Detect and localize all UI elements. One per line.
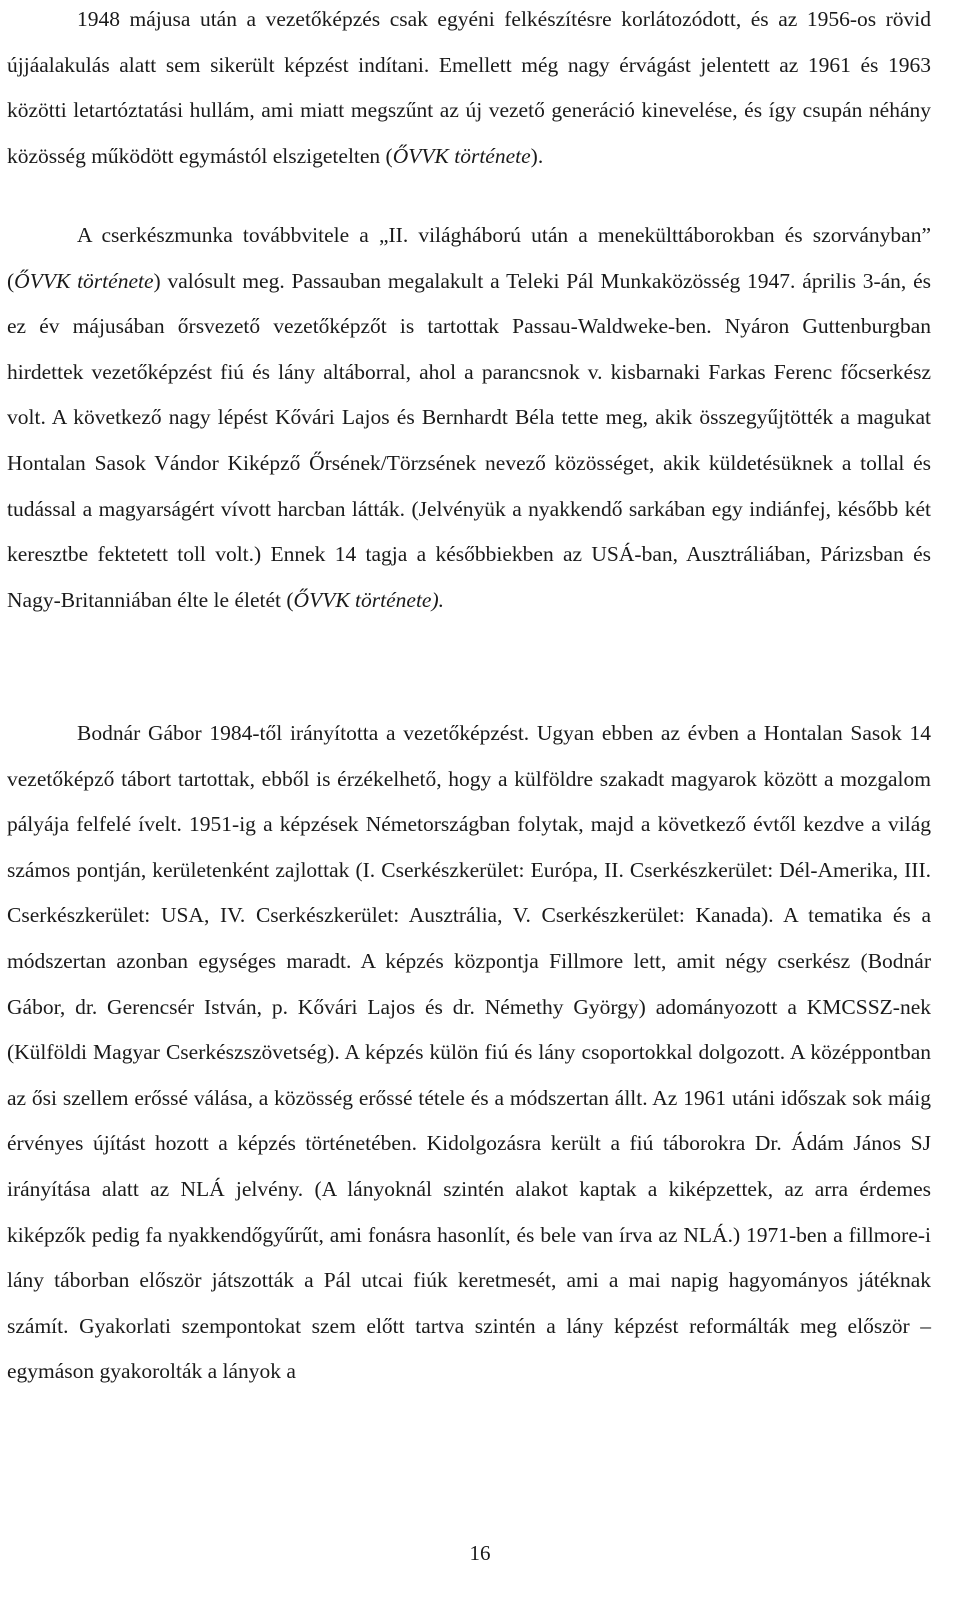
- paragraph-text: A cserkészmunka továbbvitele a „II. világháború után a menekülttáborokban és szorványban” (: [7, 223, 931, 293]
- paragraph-text: 1948 májusa után a vezetőképzés csak egyéni felkészítésre korlátozódott, és az 1956-os rövid újjáalakulás alatt sem sikerült képzést indítani. Emellett még nagy érvágást jelentett az 1961 és 1963 közötti letartóztatási hullám, ami miatt megszűnt az új vezető generáció kinevelése, és így csupán néhány közösség működött egymástól elszigetelten (: [7, 7, 931, 168]
- paragraph-text: ) valósult meg. Passauban megalakult a Teleki Pál Munkaközösség 1947. április 3-án, és ez év májusában őrsvezető vezetőképzőt is tartottak Passau-Waldweke-ben. Nyáron Guttenburgban hirdettek vezetőképzést fiú és lány altáborral, ahol a parancsnok v. kisbarnaki Farkas Ferenc főcserkész volt. A következő nagy lépést Kővári Lajos és Bernhardt Béla tette meg, akik összegyűjtötték a magukat Hontalan Sasok Vándor Kiképző Őrsének/Törzsének nevező közösséget, akik küldetésüknek a tollal és tudással a magyarságért vívott harcban látták. (Jelvényük a nyakkendő sarkában egy indiánfej, később két keresztbe fektetett toll volt.) Ennek 14 tagja a későbbiekben az USÁ-ban, Ausztráliában, Párizsban és Nagy-Britanniában élte le életét (: [7, 268, 931, 612]
- paragraph-3: [7, 711, 931, 1395]
- citation-text: ŐVVK története: [392, 143, 531, 168]
- paragraph-text: Bodnár Gábor 1984-től irányította a vezetőképzést. Ugyan ebben az évben a Hontalan Sasok 14 vezetőképző tábort tartottak, ebből is érzékelhető, hogy a külföldre szakadt magyarok között a mozgalom pályája felfelé ívelt. 1951-ig a képzések Németországban folytak, majd a következő évtől kezdve a világ számos pontján, kerületenként zajlottak (I. Cserkészkerület: Európa, II. Cserkészkerület: Dél-Amerika, III. Cserkészkerület: USA, IV. Cserkészkerület: Ausztrália, V. Cserkészkerület: Kanada). A tematika és a módszertan azonban egységes maradt. A képzés központja Fillmore lett, amit négy cserkész (Bodnár Gábor, dr. Gerencsér István, p. Kővári Lajos és dr. Némethy György) adományozott a KMCSSZ-nek (Külföldi Magyar Cserkészszövetség). A képzés külön fiú és lány csoportokkal dolgozott. A középpontban az ősi szellem erőssé válása, a közösség erőssé tétele és a módszertan állt. Az 1961 utáni időszak sok máig érvényes újítást hozott a képzés történetében. Kidolgozásra került a fiú táborokra Dr. Ádám János SJ irányítása alatt az NLÁ jelvény. (A lányoknál szintén alakot kaptak a kiképzettek, az arra érdemes kiképzők pedig fa nyakkendőgyűrűt, ami fonásra hasonlít, és bele van írva az NLÁ.) 1971-ben a fillmore-i lány táborban először játszották a Pál utcai fiúk keretmesét, ami a mai napig hagyományos játéknak számít. Gyakorlati szempontokat szem előtt tartva szintén a lány képzést reformálták meg először – egymáson gyakorolták a lányok a: [7, 721, 931, 1384]
- paragraph-text: ).: [530, 143, 544, 168]
- paragraph-1: [7, 0, 931, 179]
- paragraph-2: [7, 213, 931, 623]
- citation-text: ŐVVK története: [14, 268, 154, 293]
- citation-text: ŐVVK története).: [293, 587, 445, 612]
- page-number: 16: [469, 1541, 491, 1565]
